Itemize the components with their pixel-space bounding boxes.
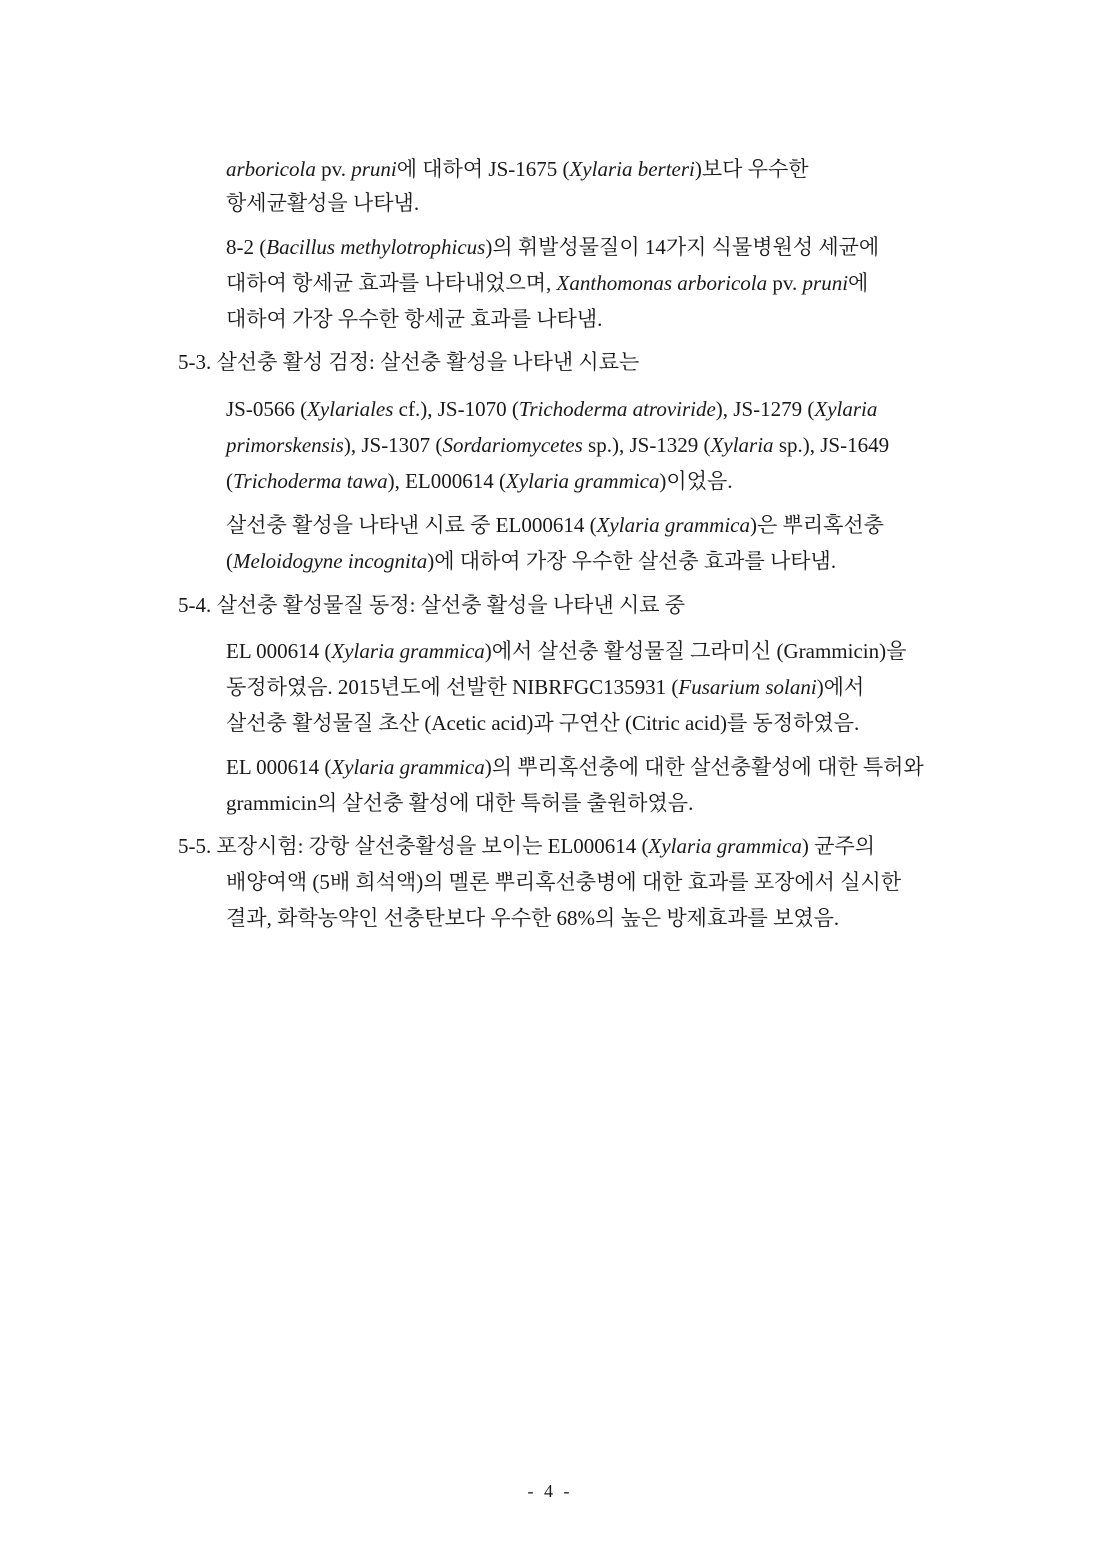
text-run: ) 균주의 xyxy=(801,834,876,858)
text-run: 항세균활성을 나타냄. xyxy=(226,191,420,215)
text-run: )은 뿌리혹선충 xyxy=(750,513,884,537)
italic-text-run: pruni xyxy=(351,157,397,181)
italic-text-run: Bacillus methylotrophicus xyxy=(266,235,486,259)
text-run: ), EL000614 ( xyxy=(387,469,507,493)
text-run: EL 000614 ( xyxy=(226,755,332,779)
text-run: JS-0566 ( xyxy=(226,397,308,421)
italic-text-run: Xanthomonas arboricola xyxy=(556,271,768,295)
section-heading xyxy=(178,829,875,863)
text-line xyxy=(226,464,733,498)
text-run: 살선충 활성물질 초산 (Acetic acid)과 구연산 (Citric acid)를 동정하였음. xyxy=(226,711,860,735)
text-run: 대하여 항세균 효과를 나타내었으며, xyxy=(226,271,557,295)
text-run: )에 대하여 가장 우수한 살선충 효과를 나타냄. xyxy=(427,549,837,573)
italic-text-run: Xylaria grammica xyxy=(331,639,485,663)
text-run: ( xyxy=(226,549,233,573)
text-run: 에 xyxy=(848,271,869,295)
text-run: 5-4. 살선충 활성물질 동정: 살선충 활성을 나타낸 시료 중 xyxy=(178,593,686,617)
text-run: 동정하였음. 2015년도에 선발한 NIBRFGC135931 ( xyxy=(226,675,679,699)
text-run: ( xyxy=(226,469,233,493)
text-line xyxy=(226,544,836,578)
text-line xyxy=(226,392,877,426)
text-run: 5-5. 포장시험: 강항 살선충활성을 보이는 EL000614 ( xyxy=(178,834,649,858)
italic-text-run: Xylaria grammica xyxy=(596,513,750,537)
text-run: 5-3. 살선충 활성 검정: 살선충 활성을 나타낸 시료는 xyxy=(178,350,640,374)
text-run: 8-2 ( xyxy=(226,235,267,259)
italic-text-run: Trichoderma tawa xyxy=(233,469,388,493)
text-run: )이었음. xyxy=(659,469,733,493)
italic-text-run: Fusarium solani xyxy=(678,675,817,699)
text-run: sp.), JS-1649 xyxy=(773,433,890,457)
text-run: ), JS-1279 ( xyxy=(715,397,815,421)
italic-text-run: pruni xyxy=(802,271,849,295)
page-number: - 4 - xyxy=(527,1481,573,1501)
text-line xyxy=(226,508,884,542)
text-line xyxy=(226,428,889,462)
text-run: )에서 살선충 활성물질 그라미신 (Grammicin)을 xyxy=(484,639,907,663)
text-run: )의 뿌리혹선충에 대한 살선충활성에 대한 특허와 xyxy=(484,755,924,779)
italic-text-run: Xylaria xyxy=(710,433,774,457)
section-heading xyxy=(178,588,685,622)
text-line xyxy=(226,865,901,899)
italic-text-run: Xylaria grammica xyxy=(648,834,802,858)
text-line xyxy=(226,706,859,740)
text-run: )의 휘발성물질이 14가지 식물병원성 세균에 xyxy=(485,235,880,259)
text-line xyxy=(226,302,602,336)
text-run: 결과, 화학농약인 선충탄보다 우수한 68%의 높은 방제효과를 보였음. xyxy=(226,906,840,930)
text-run: 대하여 가장 우수한 항세균 효과를 나타냄. xyxy=(226,307,603,331)
text-run: pv. xyxy=(767,271,803,295)
italic-text-run: Xylaria grammica xyxy=(331,755,485,779)
italic-text-run: Sordariomycetes xyxy=(442,433,583,457)
italic-text-run: Xylaria grammica xyxy=(506,469,660,493)
text-run: pv. xyxy=(315,157,352,181)
text-run: EL 000614 ( xyxy=(226,639,332,663)
text-run: grammicin의 살선충 활성에 대한 특허를 출원하였음. xyxy=(226,791,694,815)
text-line xyxy=(226,901,839,935)
text-run: sp.), JS-1329 ( xyxy=(582,433,711,457)
text-line xyxy=(226,750,924,784)
text-line xyxy=(226,230,879,264)
text-line xyxy=(226,634,906,668)
italic-text-run: Trichoderma atroviride xyxy=(518,397,716,421)
text-line xyxy=(226,266,868,300)
italic-text-run: Xylariales xyxy=(307,397,394,421)
text-line xyxy=(226,152,809,186)
italic-text-run: Xylaria xyxy=(814,397,878,421)
italic-text-run: primorskensis xyxy=(226,433,344,457)
text-line xyxy=(226,186,419,220)
text-run: cf.), JS-1070 ( xyxy=(393,397,519,421)
text-run: ), JS-1307 ( xyxy=(343,433,443,457)
italic-text-run: arboricola xyxy=(226,157,316,181)
text-run: )보다 우수한 xyxy=(694,157,809,181)
italic-text-run: Xylaria berteri xyxy=(569,157,695,181)
text-line xyxy=(226,670,864,704)
text-run: 에 대하여 JS-1675 ( xyxy=(396,157,570,181)
text-run: 배양여액 (5배 희석액)의 멜론 뿌리혹선충병에 대한 효과를 포장에서 실시한 xyxy=(226,870,902,894)
italic-text-run: Meloidogyne incognita xyxy=(233,549,428,573)
text-run: )에서 xyxy=(816,675,865,699)
text-run: 살선충 활성을 나타낸 시료 중 EL000614 ( xyxy=(226,513,597,537)
text-line xyxy=(226,786,693,820)
section-heading xyxy=(178,345,639,379)
